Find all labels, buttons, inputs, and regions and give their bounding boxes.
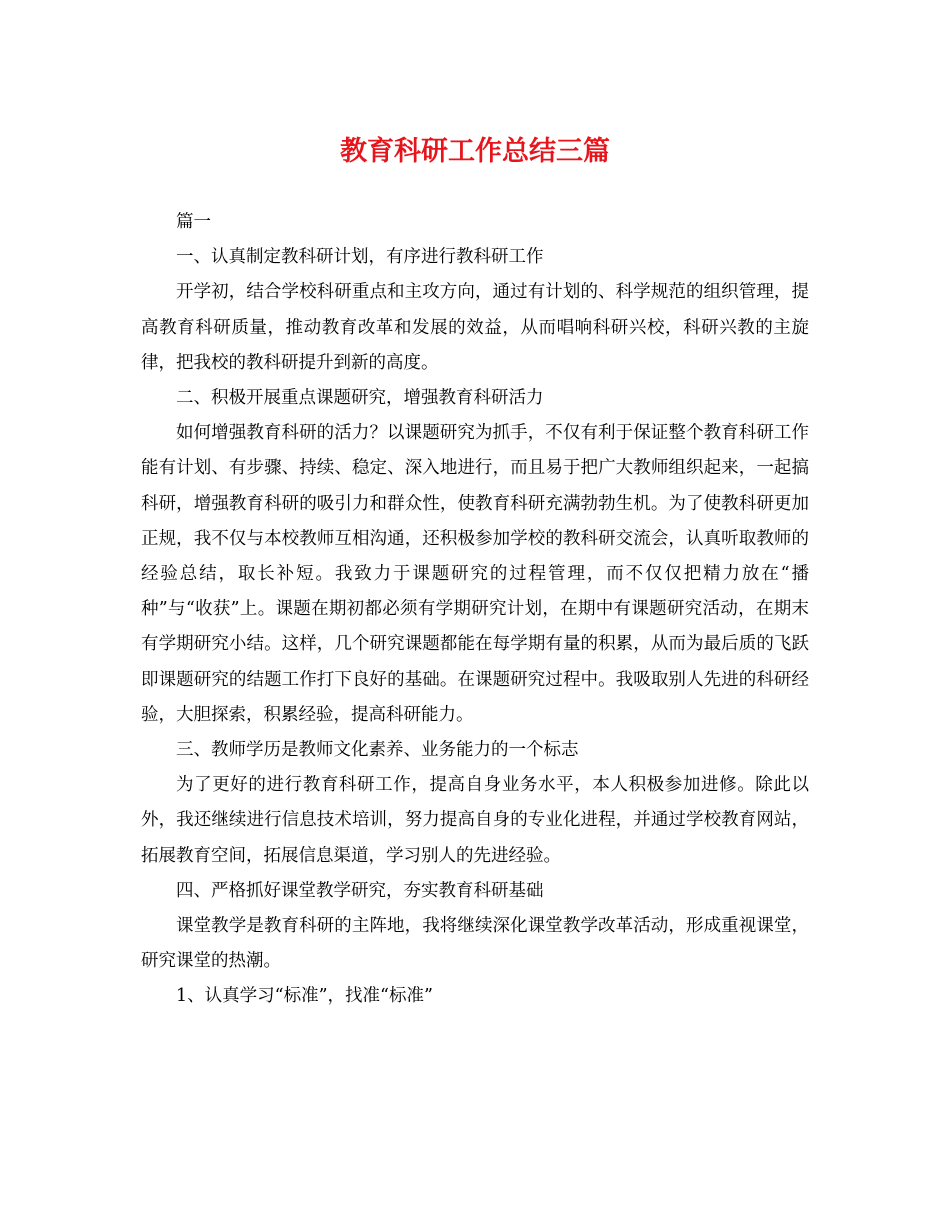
body-paragraph: 如何增强教育科研的活力？以课题研究为抓手，不仅有利于保证整个教育科研工作能有计划、有步骤、持续、稳定、深入地进行，而且易于把广大教师组织起来，一起搞科研，增强教育科研的吸引力和群众性，使教育科研充满勃勃生机。为了使教科研更加正规，我不仅与本校教师互相沟通，还积极参加学校的教科研交流会，认真听取教师的经验总结，取长补短。我致力于课题研究的过程管理，而不仅仅把精力放在“播种”与“收获”上。课题在期初都必须有学期研究计划，在期中有课题研究活动，在期末有学期研究小结。这样，几个研究课题都能在每学期有量的积累，从而为最后质的飞跃即课题研究的结题工作打下良好的基础。在课题研究过程中。我吸取别人先进的科研经验，大胆探索，积累经验，提高科研能力。 <box>141 423 809 725</box>
document-body <box>141 205 809 1015</box>
section-heading: 四、严格抓好课堂教学研究，夯实教育科研基础 <box>176 880 544 901</box>
section-label: 篇一 <box>176 212 211 232</box>
section-heading: 二、积极开展重点课题研究，增强教育科研活力 <box>176 388 544 409</box>
section-heading: 三、教师学历是教师文化素养、业务能力的一个标志 <box>176 740 579 761</box>
section-heading: 一、认真制定教科研计划，有序进行教科研工作 <box>176 247 544 268</box>
body-paragraph: 课堂教学是教育科研的主阵地，我将继续深化课堂教学改革活动，形成重视课堂，研究课堂的热潮。 <box>141 916 809 972</box>
body-paragraph: 为了更好的进行教育科研工作，提高自身业务水平，本人积极参加进修。除此以外，我还继续进行信息技术培训，努力提高自身的专业化进程，并通过学校教育网站，拓展教育空间，拓展信息渠道，学习别人的先进经验。 <box>141 775 809 866</box>
subsection-heading: 1、认真学习“标准”，找准“标准” <box>176 986 433 1007</box>
body-paragraph: 开学初，结合学校科研重点和主攻方向，通过有计划的、科学规范的组织管理，提高教育科研质量，推动教育改革和发展的效益，从而唱响科研兴校，科研兴教的主旋律，把我校的教科研提升到新的高度。 <box>141 282 809 373</box>
document-title: 教育科研工作总结三篇 <box>340 136 610 167</box>
